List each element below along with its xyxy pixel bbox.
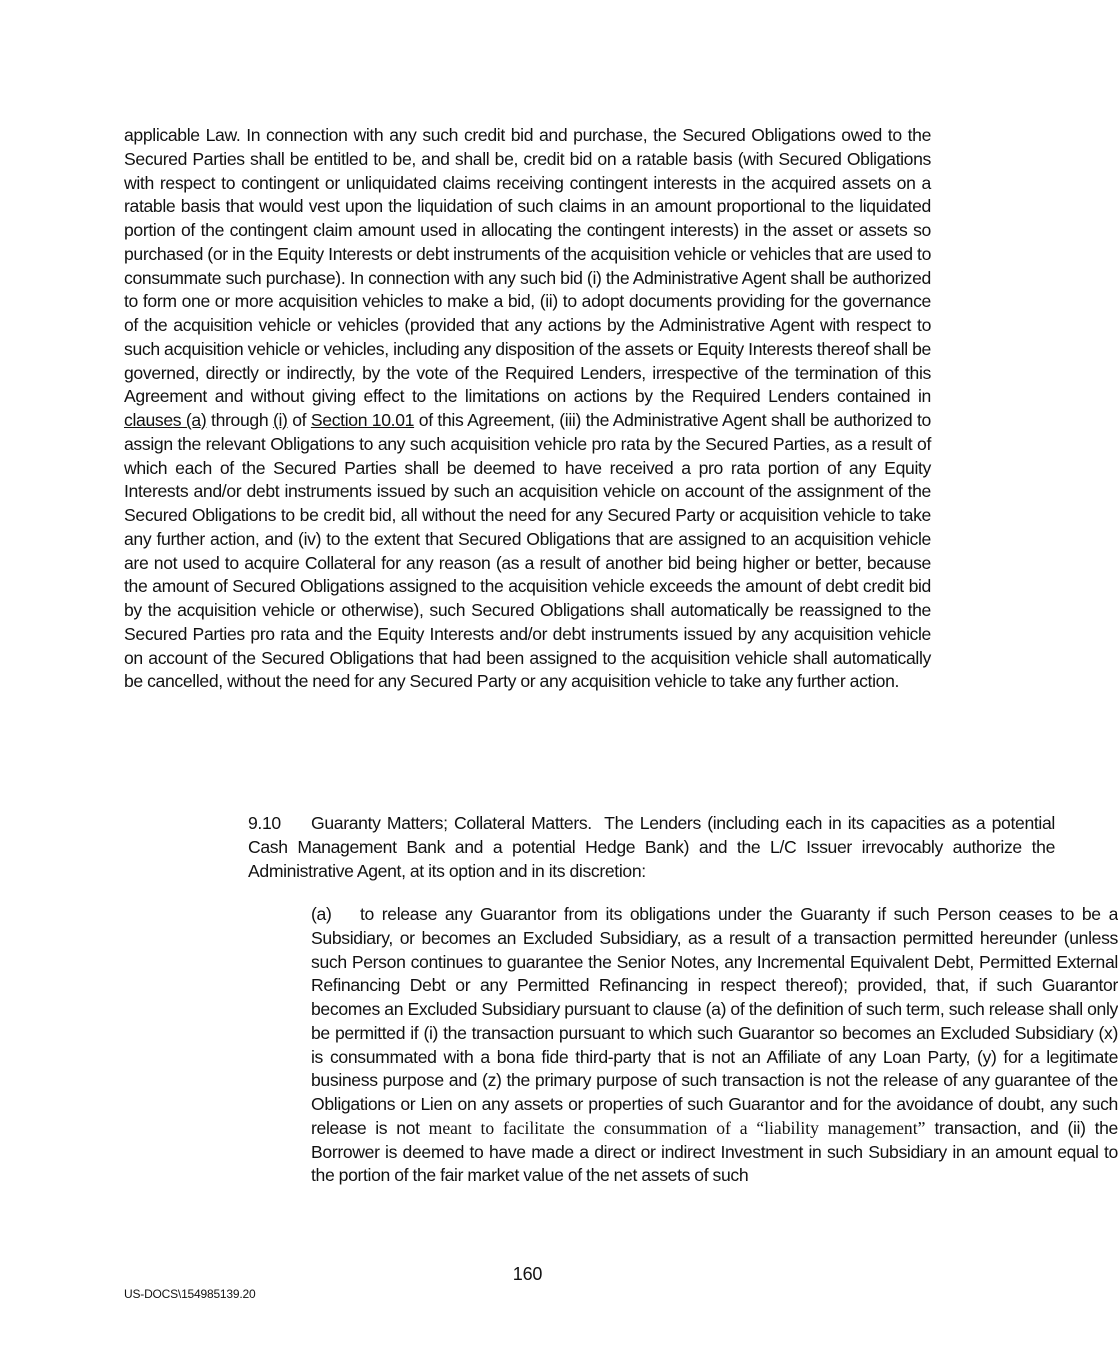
clause-label: (a) — [311, 904, 332, 924]
paragraph-credit-bid — [124, 124, 931, 694]
section-text: The Lenders (including each in its capacities as a potential Cash Management Bank and a potential Hedge Bank) and the L/C Issuer irrevocably authorize the Administrative Agent, at its option and in its discretion: — [248, 813, 1055, 881]
reference-clause-i: (i) — [272, 410, 288, 430]
clause-text-part-2: transaction, and (ii) the Borrower is deemed to have made a direct or indirect Investment in such Subsidiary in an amount equal to the portion of the fair market value of the net assets of such — [311, 1117, 1118, 1186]
paragraph-text-part-1: applicable Law. In connection with any such credit bid and purchase, the Secured Obligations owed to the Secured Parties shall be entitled to be, and shall be, credit bid on a ratable basis (with Secured Obligations with respect to contingent or unliquidated claims receiving contingent interests in the acquired assets on a ratable basis that would vest upon the liquidation of such claims in an amount proportional to the liquidated portion of the contingent claim amount used in allocating the contingent interests) in the asset or assets so purchased (or in the Equity Interests or debt instruments of the acquisition vehicle or vehicles that are used to consummate such purchase). In connection with any such bid (i) the Administrative Agent shall be authorized to form one or more acquisition vehicles to make a bid, (ii) to adopt documents providing for the governance of the acquisition vehicle or vehicles (provided that any actions by the Administrative Agent with respect to such acquisition vehicle or vehicles, including any disposition of the assets or Equity Interests thereof shall be governed, directly or indirectly, by the vote of the Required Lenders, irrespective of the termination of this Agreement and without giving effect to the limitations on actions by the Required Lenders contained in — [124, 125, 931, 407]
clause-text-serif-run: meant to facilitate the consummation of a “liability management” — [428, 1117, 926, 1138]
section-9-10-paragraph — [124, 812, 1055, 883]
connector-of: of — [292, 410, 307, 430]
clause-a-paragraph — [124, 903, 1118, 1188]
paragraph-text-part-2: of this Agreement, (iii) the Administrative Agent shall be authorized to assign the relevant Obligations to any such acquisition vehicle pro rata by the Secured Parties, as a result of which each of the Secured Parties shall be deemed to have received a pro rata portion of any Equity Interests and/or debt instruments issued by such an acquisition vehicle on account of the assignment of the Secured Obligations to be credit bid, all without the need for any Secured Party or acquisition vehicle to take any further action, and (iv) to the extent that Secured Obligations that are assigned to an acquisition vehicle are not used to acquire Collateral for any reason (as a result of another bid being higher or better, because the amount of Secured Obligations assigned to the acquisition vehicle exceeds the amount of debt credit bid by the acquisition vehicle or otherwise), such Secured Obligations shall automatically be reassigned to the Secured Parties pro rata and the Equity Interests and/or debt instruments issued by any acquisition vehicle on account of the Secured Obligations that had been assigned to the acquisition vehicle shall automatically be cancelled, without the need for any Secured Party or any acquisition vehicle to take any further action. — [124, 410, 931, 692]
page-number: 160 — [512, 1264, 543, 1284]
reference-clauses-a: clauses (a) — [124, 410, 207, 430]
document-id: US-DOCS\154985139.20 — [124, 1287, 256, 1301]
section-heading: Guaranty Matters; Collateral Matters. — [311, 813, 592, 833]
reference-section-10-01: Section 10.01 — [310, 410, 415, 430]
section-number: 9.10 — [248, 813, 281, 833]
clause-text-part-1: to release any Guarantor from its obligations under the Guaranty if such Person ceases to be a Subsidiary, or becomes an Excluded Subsidiary, as a result of a transaction permitted hereunder (unless such Person continues to guarantee the Senior Notes, any Incremental Equivalent Debt, Permitted External Refinancing Debt or any Permitted Refinancing in respect thereof); provided, that, if such Guarantor becomes an Excluded Subsidiary pursuant to clause (a) of the definition of such term, such release shall only be permitted if (i) the transaction pursuant to which such Guarantor so becomes an Excluded Subsidiary (x) is consummated with a bona fide third-party that is not an Affiliate of any Loan Party, (y) for a legitimate business purpose and (z) the primary purpose of such transaction is not the release of any guarantee of the Obligations or Lien on any assets or properties of such Guarantor and for the avoidance of doubt, any such release is not — [311, 904, 1118, 1138]
connector-through: through — [211, 410, 269, 430]
